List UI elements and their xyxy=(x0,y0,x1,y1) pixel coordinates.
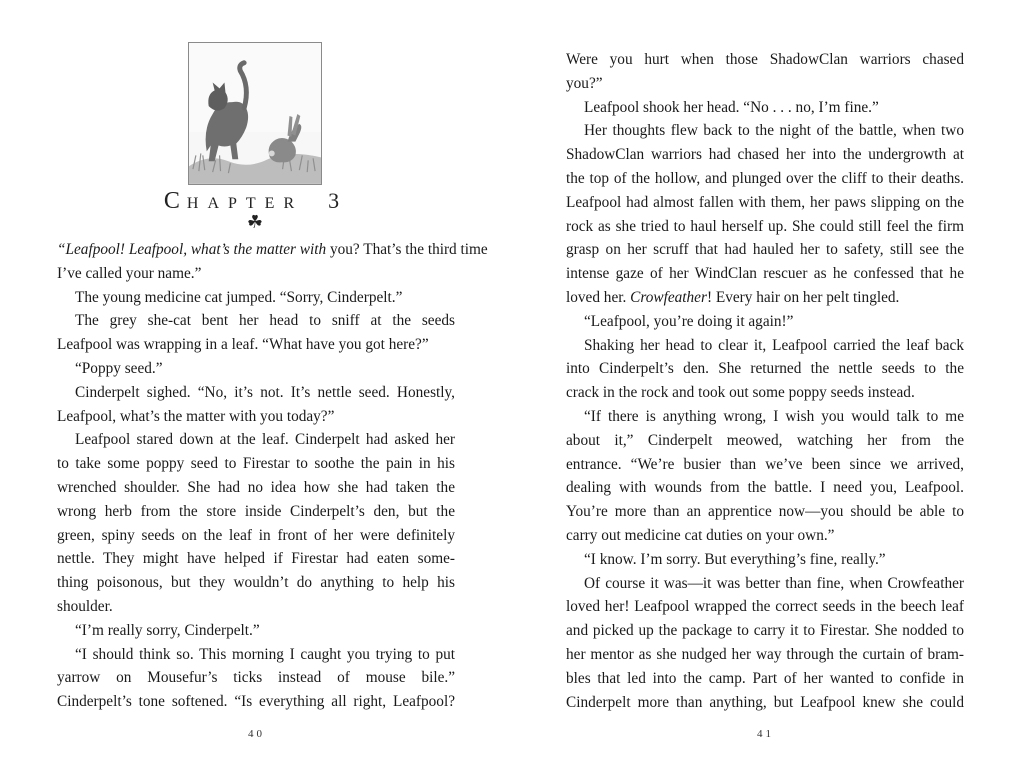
text-line: Her thoughts flew back to the night of the battle, when two xyxy=(584,122,964,140)
chapter-illustration xyxy=(188,42,322,185)
text-line: ShadowClan warriors had chased her into the undergrowth at xyxy=(566,146,964,164)
text-line: Leafpool had almost fallen with them, her paws slipping on the xyxy=(566,193,964,211)
text-line: loved her. Crowfeather! Every hair on her pelt tingled. xyxy=(566,288,900,306)
chapter-initial: C xyxy=(163,188,187,214)
page-number: 40 xyxy=(248,728,265,740)
text-line: the top of the hollow, and plunged over the cliff to their deaths. xyxy=(566,169,964,187)
text-line: loved her! Leafpool wrapped the correct seeds in the beech leaf xyxy=(566,598,964,616)
page-number: 41 xyxy=(757,728,774,740)
text-line: Leafpool, what’s the matter with you today?” xyxy=(57,407,335,425)
text-line: Cinderpelt’s tone softened. “Is everything all right, Leafpool? xyxy=(57,693,455,711)
chapter-number: 3 xyxy=(328,188,347,213)
text-line: grasp on her scruff that had hauled her to safety, still see the xyxy=(566,241,964,259)
text-line: you?” xyxy=(566,74,603,92)
text-line: entrance. “We’re busier than we’ve been since we arrived, xyxy=(566,455,964,473)
text-line: “I’m really sorry, Cinderpelt.” xyxy=(75,621,260,639)
text-line: “Leafpool, you’re doing it again!” xyxy=(584,312,794,330)
text-line: to take some poppy seed to Firestar to soothe the pain in his xyxy=(57,455,455,473)
left-page-body-text xyxy=(57,238,488,714)
text-line: crack in the rock and took out some poppy seeds instead. xyxy=(566,384,915,402)
text-line: yarrow on Mousefur’s ticks instead of mouse bile.” xyxy=(57,669,455,687)
text-line: Cinderpelt more than anything, but Leafpool knew she could xyxy=(566,693,964,711)
text-line: The grey she-cat bent her head to sniff at the seeds xyxy=(75,312,455,330)
text-line: intense gaze of her WindClan rescuer as he confessed that he xyxy=(566,265,964,283)
text-line: Of course it was—it was better than fine, when Crowfeather xyxy=(584,574,964,592)
text-line: into Cinderpelt’s den. She returned the nettle seeds to the xyxy=(566,360,964,378)
fleuron-ornament-icon: ☘ xyxy=(246,212,264,232)
right-page-body-text xyxy=(566,48,964,714)
text-line: bles that led into the camp. Part of her wanted to confide in xyxy=(566,669,964,687)
text-line: nettle. They might have helped if Firestar had eaten some- xyxy=(57,550,455,568)
chapter-word: HAPTER xyxy=(186,195,304,212)
cat-chasing-rabbit-illustration xyxy=(189,43,321,184)
text-line: and picked up the package to carry it to Firestar. She nodded to xyxy=(566,622,964,640)
text-line: The young medicine cat jumped. “Sorry, Cinderpelt.” xyxy=(75,288,403,306)
text-line: wrong herb from the store inside Cinderpelt’s den, but the xyxy=(57,502,455,520)
text-line: about it,” Cinderpelt meowed, watching her from the xyxy=(566,431,964,449)
text-line: Leafpool shook her head. “No . . . no, I’m fine.” xyxy=(584,98,879,116)
text-line: I’ve called your name.” xyxy=(57,264,202,282)
text-line: shoulder. xyxy=(57,597,113,615)
text-line: Leafpool was wrapping in a leaf. “What have you got here?” xyxy=(57,336,429,354)
text-line: “I should think so. This morning I caught you trying to put xyxy=(75,645,455,663)
text-line: wrenched shoulder. She had no idea how she had taken the xyxy=(57,478,455,496)
text-line: “Poppy seed.” xyxy=(75,359,163,377)
text-line: “If there is anything wrong, I wish you would talk to me xyxy=(584,407,964,425)
text-line: Leafpool stared down at the leaf. Cinderpelt had asked her xyxy=(75,431,455,449)
text-line: her mentor as she nudged her way through the curtain of bram- xyxy=(566,645,964,663)
text-line: Cinderpelt sighed. “No, it’s not. It’s nettle seed. Honestly, xyxy=(75,383,455,401)
text-line: “Leafpool! Leafpool, what’s the matter with you? That’s the third time xyxy=(57,241,488,258)
text-line: Were you hurt when those ShadowClan warriors chased xyxy=(566,51,964,68)
text-line: thing poisonous, but they wouldn’t do anything to help his xyxy=(57,574,455,592)
text-line: carry out medicine cat duties on your own.” xyxy=(566,526,835,544)
chapter-heading xyxy=(120,188,390,215)
text-line: dealing with wounds from the battle. I need you, Leafpool. xyxy=(566,479,964,497)
text-line: green, spiny seeds on the leaf in front of her were definitely xyxy=(57,526,455,544)
text-line: Shaking her head to clear it, Leafpool carried the leaf back xyxy=(584,336,964,354)
text-line: You’re more than an apprentice now—you should be able to xyxy=(566,503,964,521)
text-line: “I know. I’m sorry. But everything’s fine, really.” xyxy=(584,550,886,568)
text-line: rock as she tried to haul herself up. She could still feel the firm xyxy=(566,217,964,235)
